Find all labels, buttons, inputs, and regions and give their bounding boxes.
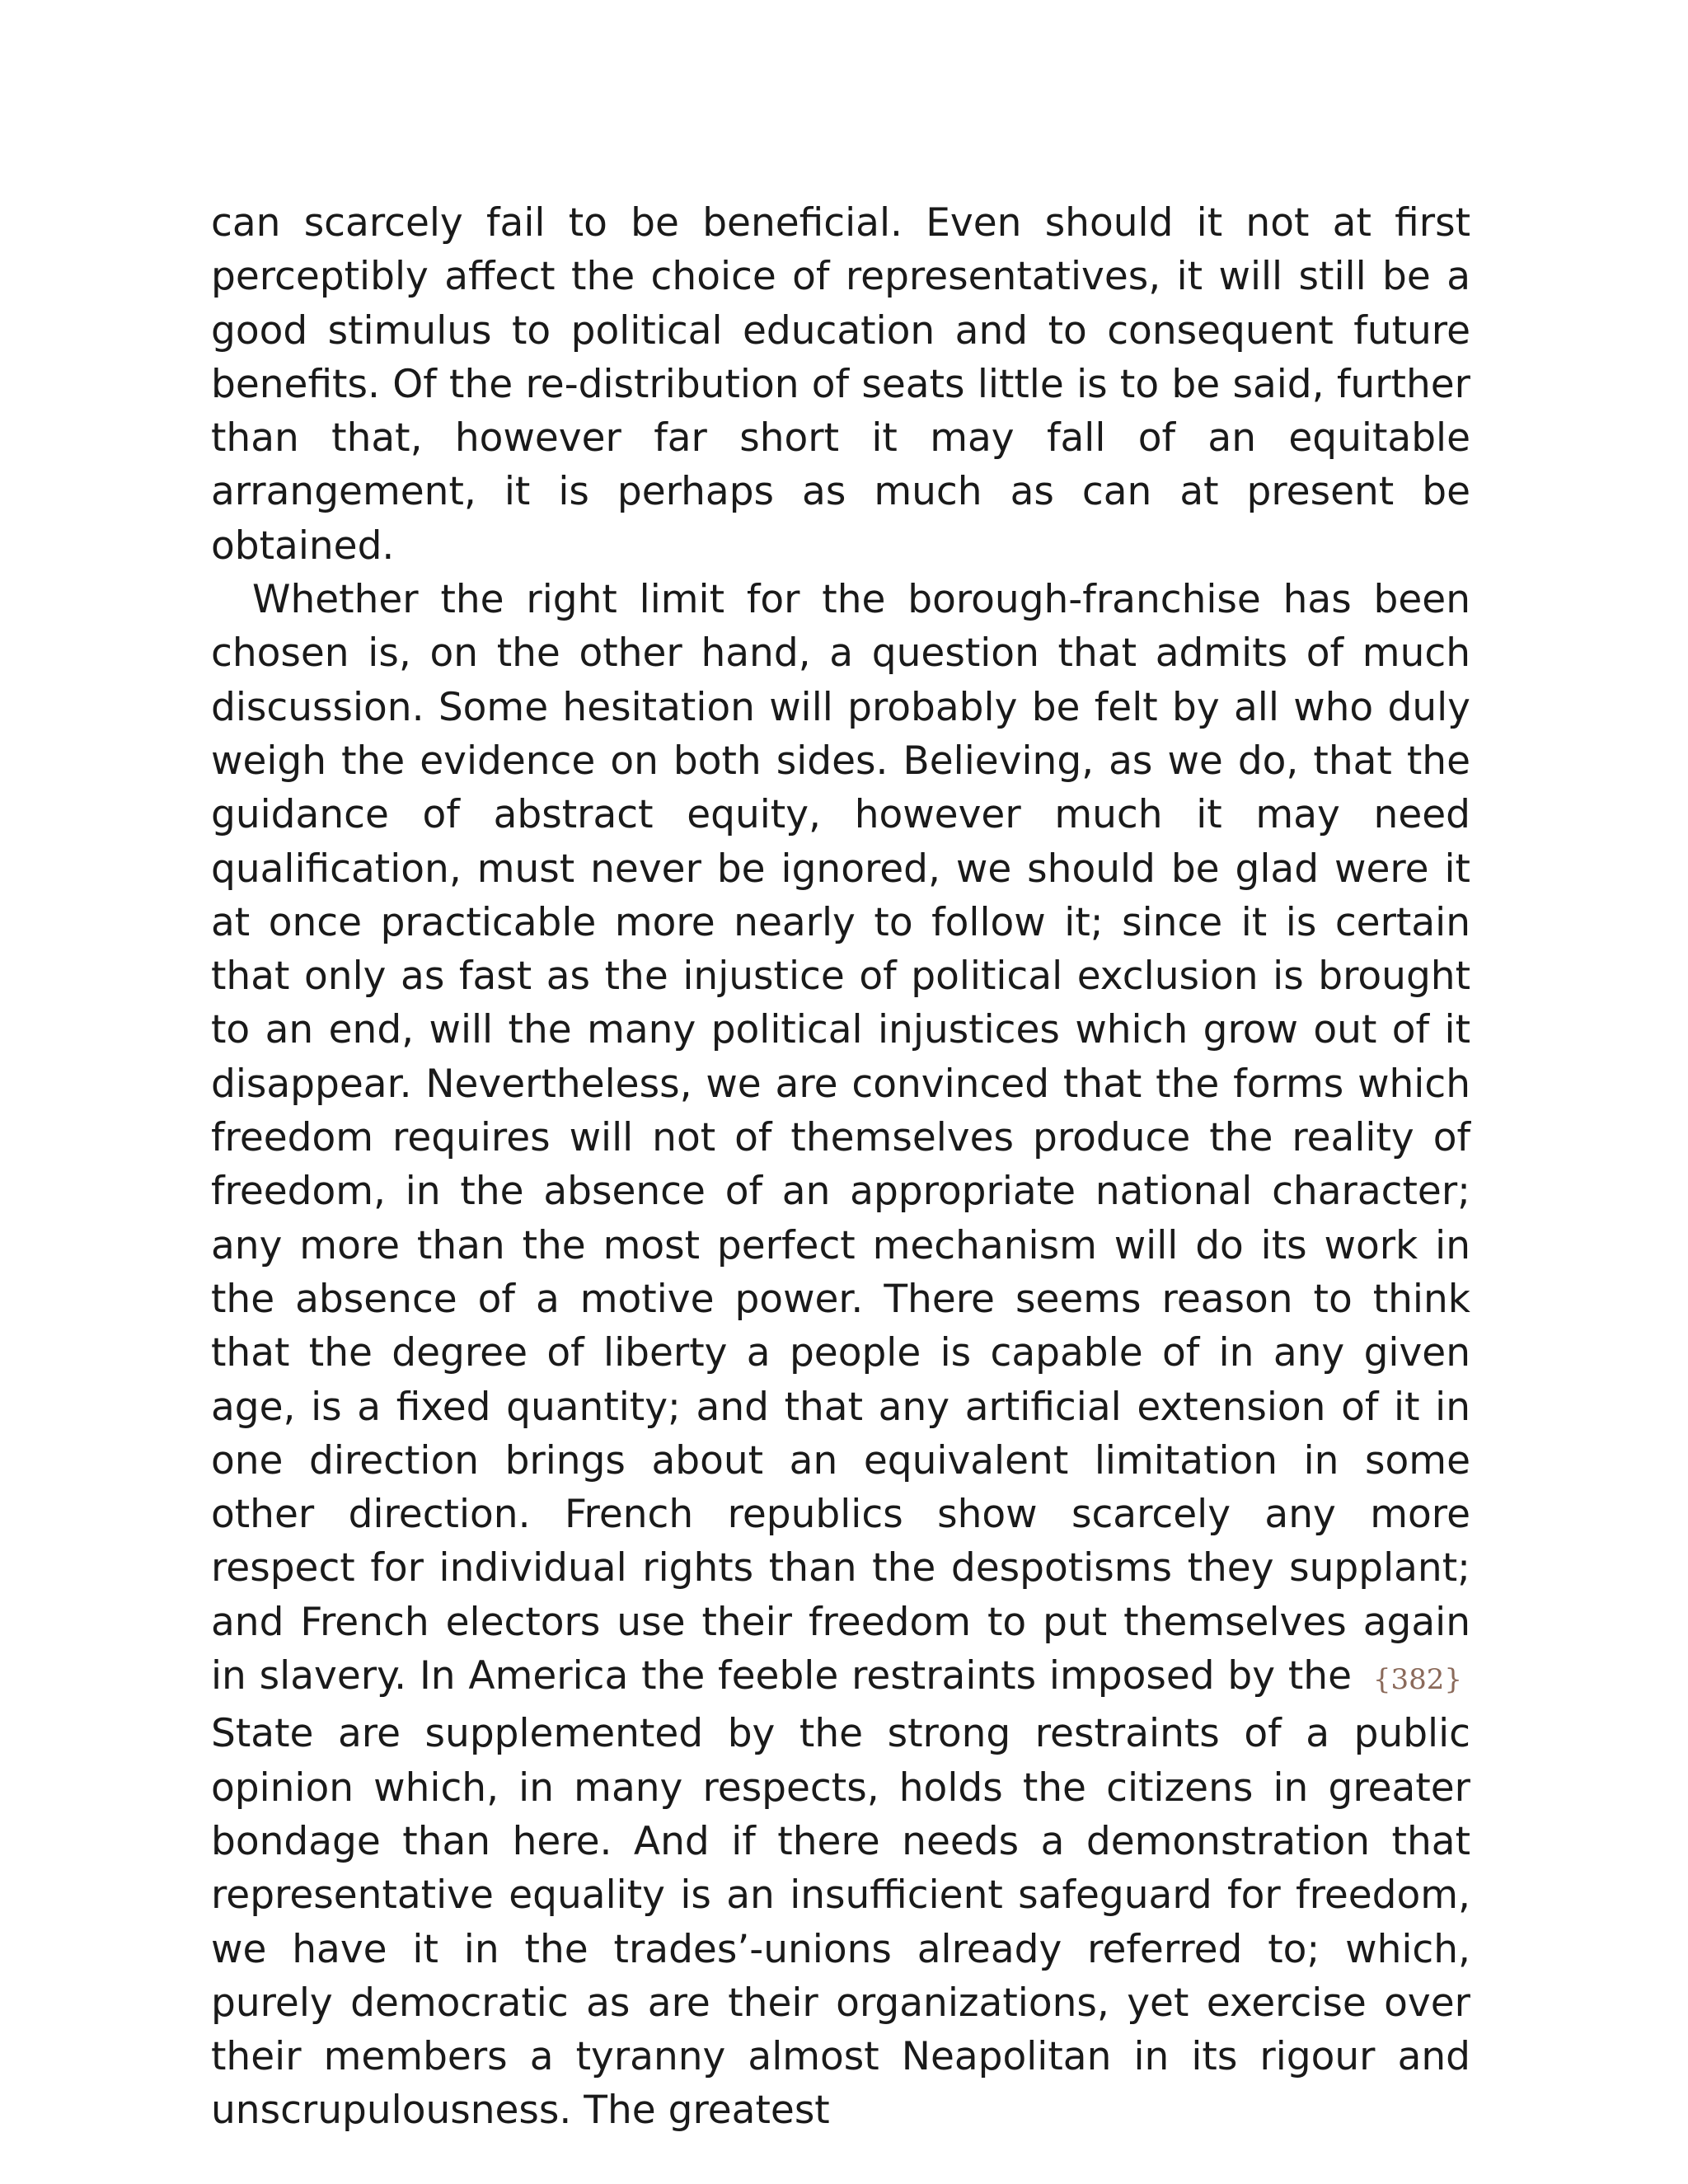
paragraph-text-part-2: State are supplemented by the strong restraints of a public opinion which, in many respects, holds the citizens in greater bondage than here. And if there needs a demonstration that representative equality is an insufficient safeguard for freedom, we have it in the trades’-unions already referred to; which, purely democratic as are their organizations, yet exercise over their members a tyranny almost Neapolitan in its rigour and unscrupulousness. The greatest [211,1711,1470,2134]
page-number-marker[interactable]: {382} [1372,1663,1462,1697]
paragraph-continued: can scarcely fail to be beneficial. Even should it not at first perceptibly affect the choice of representatives, it will still be a good stimulus to political education and to consequent future benefits. Of the re-distribution of seats little is to be said, further than that, however far short it may fall of an equitable arrangement, it is perhaps as much as can at present be obtained. [211,200,1470,569]
paragraph-text-part-1: Whether the right limit for the borough-franchise has been chosen is, on the other hand, a question that admits of much discussion. Some hesitation will probably be felt by all who duly weigh the evidence on both sides. Believing, as we do, that the guidance of abstract equity, however much it may need qualification, must never be ignored, we should be glad were it at once practicable more nearly to follow it; since it is certain that only as fast as the injustice of political exclusion is brought to an end, will the many political injustices which grow out of it disappear. Nevertheless, we are convinced that the forms which freedom requires will not of themselves produce the reality of freedom, in the absence of an appropriate national character; any more than the most perfect mechanism will do its work in the absence of a motive power. There seems reason to think that the degree of liberty a people is capable of in any given age, is a fixed quantity; and that any artificial extension of it in one direction brings about an equivalent limitation in some other direction. French republics show scarcely any more respect for individual rights than the despotisms they supplant; and French electors use their freedom to put themselves again in slavery. In America the feeble restraints imposed by the [211,577,1470,1699]
body-text [211,196,1470,2138]
paragraph-borough-franchise [211,573,1470,2138]
